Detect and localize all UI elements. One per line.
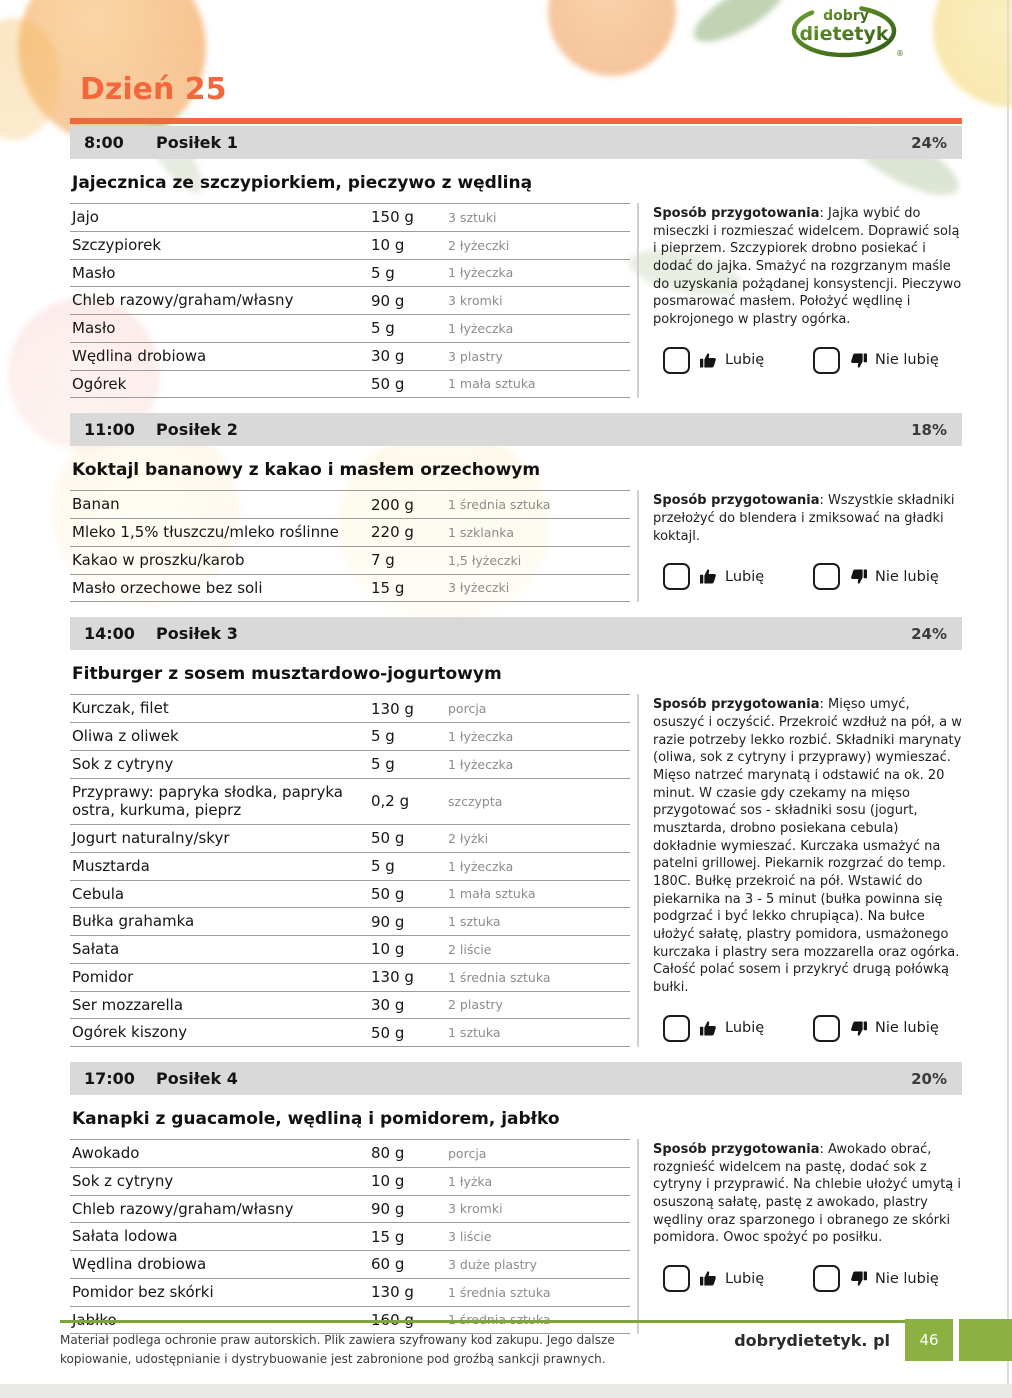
ingredient-measure: 1 średnia sztuka — [448, 969, 551, 985]
meal-time: 17:00 — [84, 1069, 135, 1088]
ingredient-amount: 10 g — [371, 940, 405, 959]
preparation-body: : Awokado obrać, rozgnieść widelcem na pastę, dodać sok z cytryny i przyprawić. Na chlebie ułożyć umytą i osuszoną sałatę, pastę z awokado, plastry wędliny oraz sparzonego i obranego ze skórki pomidora. Owoc spożyć po posiłku. — [653, 1142, 962, 1246]
meal-percent: 20% — [911, 1069, 947, 1088]
preparation-column — [637, 203, 963, 398]
thumbs-up-icon — [700, 1020, 717, 1037]
ingredient-name: Ogórek — [72, 374, 127, 393]
ingredient-name: Musztarda — [72, 856, 150, 875]
thumbs-up-icon — [700, 352, 717, 369]
ingredient-name: Szczypiorek — [72, 235, 162, 254]
ingredient-measure: 1 łyżka — [448, 1173, 493, 1189]
ingredient-row — [70, 1167, 630, 1195]
ingredient-name: Pomidor bez skórki — [72, 1282, 214, 1301]
ingredient-name: Wędlina drobiowa — [72, 1255, 207, 1273]
ingredient-name: Sałata lodowa — [72, 1227, 178, 1246]
ingredient-row — [70, 1195, 630, 1223]
brand-logo — [758, 2, 930, 60]
preparation-label: Sposób przygotowania — [653, 1142, 820, 1157]
ingredient-amount: 130 g — [371, 968, 414, 987]
ingredient-row — [70, 1019, 630, 1047]
meal-title: Koktajl bananowy z kakao i masłem orzechowym — [72, 460, 541, 481]
ingredient-name: Chleb razowy/graham/własny — [72, 1199, 294, 1218]
preparation-column — [637, 694, 963, 1047]
like-control — [663, 1265, 813, 1292]
ingredient-measure: 3 łyżeczki — [448, 580, 510, 596]
ingredient-measure: 1 mała sztuka — [448, 886, 536, 902]
ingredient-amount: 0,2 g — [371, 792, 410, 811]
ingredient-amount: 80 g — [371, 1144, 405, 1163]
ingredient-name: Masło — [72, 263, 116, 282]
ingredient-row — [70, 574, 630, 602]
meals-container — [70, 126, 962, 1334]
ingredient-amount: 90 g — [371, 1199, 405, 1218]
ingredient-name: Awokado — [72, 1144, 140, 1162]
preparation-text — [653, 696, 963, 996]
registered-mark: ® — [896, 49, 904, 58]
meal-body — [70, 490, 962, 602]
ingredient-amount: 5 g — [371, 727, 395, 746]
thumbs-down-icon — [850, 1020, 867, 1037]
preparation-text — [653, 492, 963, 545]
like-control — [663, 563, 813, 590]
ingredient-amount: 15 g — [371, 578, 405, 597]
ingredient-amount: 50 g — [371, 884, 405, 903]
preparation-text — [653, 205, 963, 329]
ingredient-row — [70, 852, 630, 880]
ingredient-measure: 1 szklanka — [448, 524, 514, 540]
ingredient-name: Jogurt naturalny/skyr — [72, 829, 230, 847]
meal-percent: 24% — [911, 624, 947, 643]
ingredient-row — [70, 991, 630, 1019]
footer-disclaimer — [60, 1331, 615, 1369]
logo-text-bottom: dietetyk — [799, 23, 889, 45]
ingredient-row — [70, 908, 630, 936]
page-edge-line — [1007, 0, 1009, 1384]
vote-row — [653, 563, 963, 590]
meal-percent: 18% — [911, 420, 947, 439]
meal-header-bar — [70, 126, 962, 159]
vote-row — [653, 1265, 963, 1292]
preparation-label: Sposób przygotowania — [653, 206, 820, 221]
meal-name: Posiłek 1 — [156, 133, 238, 152]
preparation-column — [637, 490, 963, 602]
ingredient-amount: 130 g — [371, 1283, 414, 1302]
ingredients-table — [70, 694, 630, 1047]
like-checkbox[interactable] — [663, 563, 690, 590]
ingredient-measure: 2 łyżki — [448, 830, 489, 846]
meal-header-bar — [70, 1062, 962, 1095]
ingredient-row — [70, 695, 630, 723]
ingredients-table — [70, 490, 630, 602]
ingredient-row — [70, 519, 630, 547]
ingredient-row — [70, 370, 630, 398]
ingredient-amount: 50 g — [371, 374, 405, 393]
preparation-column — [637, 1139, 963, 1334]
ingredient-amount: 150 g — [371, 208, 414, 227]
disclaimer-line: Materiał podlega ochronie praw autorskich. Plik zawiera szyfrowany kod zakupu. Jego dalsze — [60, 1333, 615, 1347]
ingredient-measure: szczypta — [448, 793, 503, 809]
meal-title: Fitburger z sosem musztardowo-jogurtowym — [72, 664, 502, 685]
like-control — [663, 347, 813, 374]
ingredient-name: Sok z cytryny — [72, 1171, 174, 1190]
thumbs-up-icon — [700, 568, 717, 585]
ingredient-name: Sok z cytryny — [72, 754, 174, 773]
ingredient-name: Banan — [72, 495, 120, 514]
ingredient-row — [70, 750, 630, 778]
ingredient-name: Wędlina drobiowa — [72, 346, 207, 365]
ingredient-name: Kurczak, filet — [72, 699, 169, 718]
dislike-checkbox[interactable] — [813, 1015, 840, 1042]
like-control — [663, 1015, 813, 1042]
like-checkbox[interactable] — [663, 347, 690, 374]
ingredient-row — [70, 287, 630, 315]
dislike-control — [813, 1265, 963, 1292]
dislike-control — [813, 563, 963, 590]
meal-name: Posiłek 4 — [156, 1069, 238, 1088]
ingredient-measure: 3 kromki — [448, 1201, 503, 1217]
meal-body — [70, 1139, 962, 1334]
ingredient-row — [70, 880, 630, 908]
ingredient-row — [70, 936, 630, 964]
ingredient-measure: 3 duże plastry — [448, 1256, 538, 1272]
meal-header-bar — [70, 617, 962, 650]
ingredient-amount: 30 g — [371, 995, 405, 1014]
ingredient-row — [70, 778, 630, 825]
ingredient-row — [70, 342, 630, 370]
footer-green-box — [959, 1319, 1012, 1361]
like-checkbox[interactable] — [663, 1015, 690, 1042]
ingredient-amount: 200 g — [371, 495, 414, 514]
ingredient-amount: 5 g — [371, 857, 395, 876]
ingredients-table — [70, 203, 630, 398]
preparation-body: : Jajka wybić do miseczki i rozmieszać widelcem. Doprawić solą i pieprzem. Szczypiorek drobno posiekać i dodać do jajka. Smażyć na rozgrzanym maśle do uzyskania pożądanej konsystencji. Pieczywo posmarować masłem. Położyć wędlinę i pokrojonego w plastry ogórka. — [653, 206, 962, 328]
ingredient-name: Masło orzechowe bez soli — [72, 578, 263, 597]
ingredient-measure: 3 sztuki — [448, 209, 497, 225]
ingredient-measure: 2 liście — [448, 941, 492, 957]
preparation-label: Sposób przygotowania — [653, 697, 820, 713]
ingredient-measure: 1 łyżeczka — [448, 756, 514, 772]
ingredient-amount: 50 g — [371, 1023, 405, 1042]
disclaimer-line: kopiowanie, udostępnianie i dystrybuowanie jest zabronione pod groźbą sankcji prawnych. — [60, 1352, 606, 1367]
dislike-label: Nie lubię — [875, 568, 939, 585]
dislike-control — [813, 1015, 963, 1042]
ingredient-row — [70, 259, 630, 287]
ingredient-measure: 1 mała sztuka — [448, 376, 536, 392]
meal-title: Jajecznica ze szczypiorkiem, pieczywo z wędliną — [72, 173, 533, 193]
ingredient-name: Cebula — [72, 884, 125, 903]
ingredient-name: Kakao w proszku/karob — [72, 550, 245, 569]
ingredient-amount: 30 g — [371, 347, 405, 366]
ingredient-amount: 220 g — [371, 523, 414, 542]
ingredient-amount: 130 g — [371, 699, 414, 718]
ingredient-amount: 7 g — [371, 551, 395, 570]
ingredient-measure: 3 kromki — [448, 293, 503, 309]
like-checkbox[interactable] — [663, 1265, 690, 1292]
ingredient-amount: 50 g — [371, 829, 405, 848]
ingredient-amount: 90 g — [371, 291, 405, 310]
ingredients-column — [70, 203, 637, 398]
meal-body — [70, 203, 962, 398]
ingredient-name: Chleb razowy/graham/własny — [72, 291, 294, 310]
ingredient-measure: 1 sztuka — [448, 914, 501, 930]
ingredient-name: Mleko 1,5% tłuszczu/mleko roślinne — [72, 523, 339, 541]
ingredient-amount: 60 g — [371, 1255, 405, 1274]
preparation-body: : Wszystkie składniki przełożyć do blendera i zmiksować na gładki koktajl. — [653, 493, 955, 544]
ingredients-column — [70, 694, 637, 1047]
accent-bar — [70, 118, 962, 124]
ingredient-name: Pomidor — [72, 967, 134, 986]
ingredient-amount: 15 g — [371, 1227, 405, 1246]
footer-divider — [60, 1320, 907, 1323]
ingredient-name: Ser mozzarella — [72, 995, 184, 1014]
ingredient-name: Bułka grahamka — [72, 912, 195, 931]
ingredients-column — [70, 490, 637, 602]
ingredient-name: Jajo — [72, 208, 99, 226]
meal-section — [70, 126, 962, 398]
ingredient-row — [70, 963, 630, 991]
meal-time: 11:00 — [84, 420, 135, 440]
vote-row — [653, 1015, 963, 1042]
ingredient-name: Oliwa z oliwek — [72, 727, 179, 745]
ingredient-measure: 1 łyżeczka — [448, 320, 514, 336]
meal-time: 8:00 — [84, 133, 124, 152]
ingredient-row — [70, 491, 630, 519]
ingredient-amount: 5 g — [371, 755, 395, 774]
ingredient-measure: 1,5 łyżeczki — [448, 552, 522, 568]
dislike-label: Nie lubię — [875, 1270, 939, 1287]
meal-percent: 24% — [911, 133, 947, 152]
meal-section — [70, 1062, 962, 1334]
page-title: Dzień 25 — [80, 72, 227, 107]
like-label: Lubię — [725, 352, 765, 369]
preparation-body: : Mięso umyć, osuszyć i oczyścić. Przekroić wzdłuż na pół, a w razie potrzeby lekko rozbić. Składniki marynaty (oliwa, sok z cytryny i przyprawy) wymieszać. Mięso natrzeć marynatą i odstawić na ok. 20 minut. W czasie gdy czekamy na mięso przygotować sos - składniki sosu (jogurt, musztarda, drobno posiekana cebula) dokładnie wymieszać. Kurczaka usmażyć na patelni grillowej. Piekarnik rozgrzać do temp. 180C. Bułkę przekroić na pół. Wstawić do piekarnika na 3 - 5 minut (bułka powinna się podgrzać i być lekko chrupiąca). Na bułce ułożyć sałatę, plastry pomidora, usmażonego kurczaka i plastry sera mozzarella oraz ogórka. Całość polać sosem i przykryć drugą połówką bułki. — [653, 697, 962, 995]
meal-time: 14:00 — [84, 624, 135, 644]
thumbs-down-icon — [850, 352, 867, 369]
ingredient-measure: porcja — [448, 701, 487, 717]
ingredient-row — [70, 1140, 630, 1168]
ingredient-measure: 1 sztuka — [448, 1025, 501, 1041]
ingredient-measure: 1 średnia sztuka — [448, 497, 551, 513]
thumbs-down-icon — [850, 568, 867, 585]
ingredient-measure: 2 plastry — [448, 997, 503, 1013]
ingredient-amount: 90 g — [371, 912, 405, 931]
preparation-label: Sposób przygotowania — [653, 493, 820, 509]
ingredient-row — [70, 723, 630, 751]
preparation-text — [653, 1141, 963, 1247]
ingredient-name: Masło — [72, 319, 116, 337]
vote-row — [653, 347, 963, 374]
ingredient-measure: 1 łyżeczka — [448, 728, 514, 744]
page-number-badge: 46 — [905, 1319, 953, 1361]
ingredient-measure: 3 plastry — [448, 348, 503, 364]
ingredient-measure: 1 łyżeczka — [448, 265, 514, 281]
ingredient-amount: 5 g — [371, 319, 395, 338]
meal-header-bar — [70, 413, 962, 446]
ingredient-row — [70, 315, 630, 343]
dislike-checkbox[interactable] — [813, 563, 840, 590]
ingredient-row — [70, 1278, 630, 1306]
thumbs-down-icon — [850, 1270, 867, 1287]
footer-site: dobrydietetyk. pl — [734, 1331, 890, 1350]
ingredient-row — [70, 546, 630, 574]
meal-title: Kanapki z guacamole, wędliną i pomidorem, jabłko — [72, 1109, 560, 1129]
ingredient-row — [70, 1251, 630, 1279]
ingredient-name: Ogórek kiszony — [72, 1023, 188, 1042]
ingredient-measure: 3 liście — [448, 1229, 492, 1245]
dislike-control — [813, 347, 963, 374]
ingredient-name: Sałata — [72, 940, 120, 958]
dislike-checkbox[interactable] — [813, 347, 840, 374]
ingredient-row — [70, 204, 630, 232]
ingredient-row — [70, 825, 630, 853]
logo-text-top: dobry — [823, 8, 869, 24]
ingredient-row — [70, 1223, 630, 1251]
ingredients-column — [70, 1139, 637, 1334]
bottom-strip — [0, 1384, 1012, 1398]
like-label: Lubię — [725, 1270, 765, 1287]
meal-name: Posiłek 3 — [156, 624, 238, 644]
ingredient-amount: 5 g — [371, 263, 395, 282]
ingredient-amount: 10 g — [371, 1172, 405, 1191]
ingredient-row — [70, 231, 630, 259]
ingredient-measure: porcja — [448, 1145, 487, 1161]
ingredients-table — [70, 1139, 630, 1334]
ingredient-measure: 1 łyżeczka — [448, 858, 514, 874]
like-label: Lubię — [725, 568, 765, 585]
dislike-checkbox[interactable] — [813, 1265, 840, 1292]
meal-section — [70, 617, 962, 1047]
ingredient-measure: 1 średnia sztuka — [448, 1284, 551, 1300]
ingredient-amount: 10 g — [371, 236, 405, 255]
dislike-label: Nie lubię — [875, 352, 939, 369]
meal-body — [70, 694, 962, 1047]
dislike-label: Nie lubię — [875, 1020, 939, 1037]
meal-name: Posiłek 2 — [156, 420, 238, 440]
ingredient-measure: 2 łyżeczki — [448, 237, 510, 253]
thumbs-up-icon — [700, 1270, 717, 1287]
meal-section — [70, 413, 962, 602]
like-label: Lubię — [725, 1020, 765, 1037]
ingredient-name: Przyprawy: papryka słodka, papryka ostra, kurkuma, pieprz — [72, 782, 343, 820]
